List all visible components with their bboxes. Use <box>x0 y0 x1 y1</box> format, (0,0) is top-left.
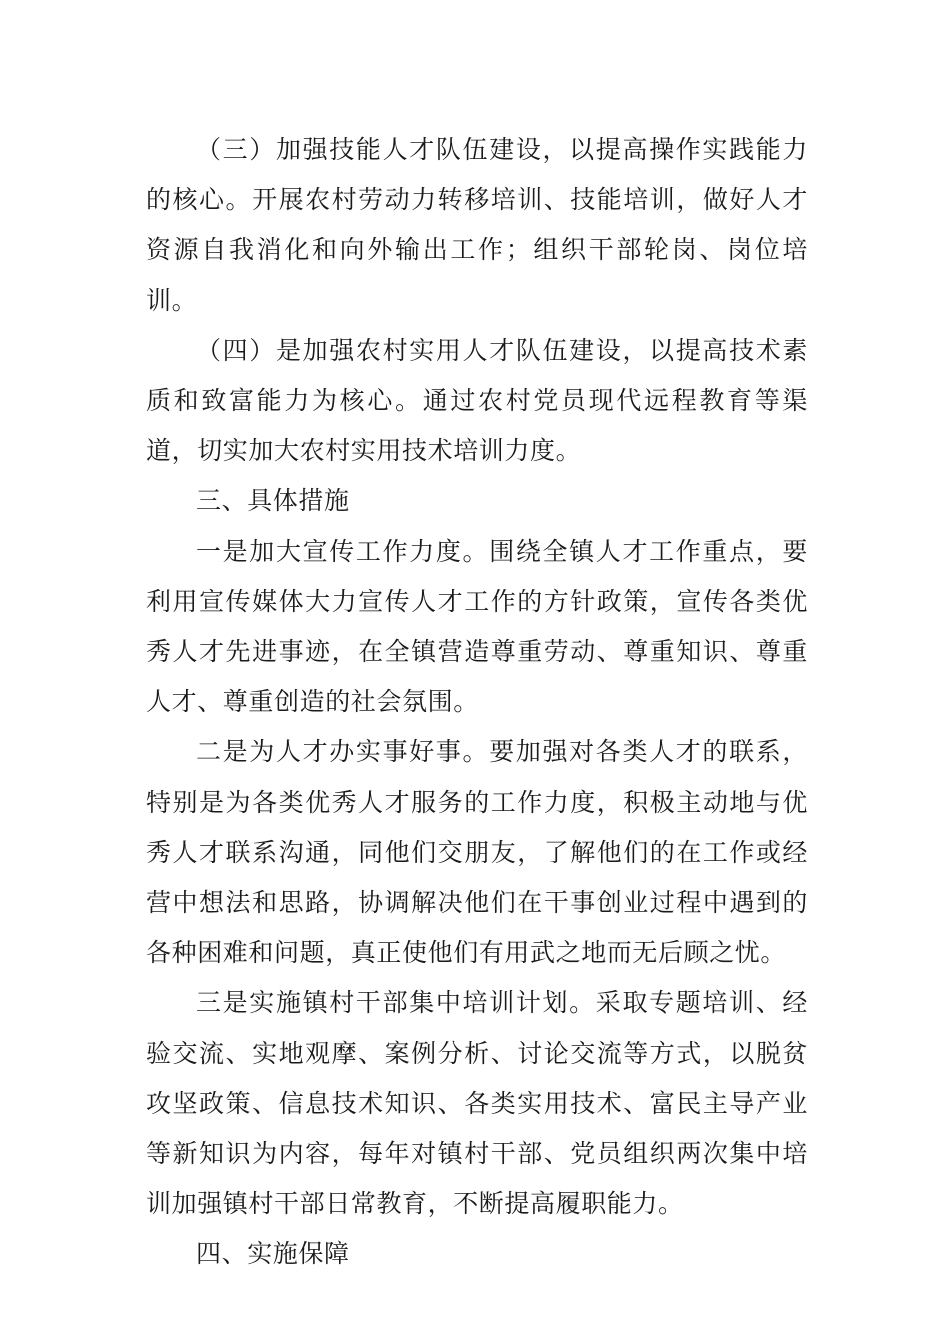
paragraph-rural-talent: （四）是加强农村实用人才队伍建设，以提高技术素质和致富能力为核心。通过农村党员现代远程教育等渠道，切实加大农村实用技术培训力度。 <box>146 335 808 466</box>
paragraph-skills-talent: （三）加强技能人才队伍建设，以提高操作实践能力的核心。开展农村劳动力转移培训、技能培训，做好人才资源自我消化和向外输出工作；组织干部轮岗、岗位培训。 <box>146 135 808 315</box>
paragraph-training-plan: 三是实施镇村干部集中培训计划。采取专题培训、经验交流、实地观摩、案例分析、讨论交流等方式，以脱贫攻坚政策、信息技术知识、各类实用技术、富民主导产业等新知识为内容，每年对镇村干部、党员组织两次集中培训加强镇村干部日常教育，不断提高履职能力。 <box>146 988 808 1219</box>
document-body <box>146 125 808 1280</box>
section-heading-measures: 三、具体措施 <box>196 486 350 516</box>
paragraph-serve-talent: 二是为人才办实事好事。要加强对各类人才的联系，特别是为各类优秀人才服务的工作力度，积极主动地与优秀人才联系沟通，同他们交朋友，了解他们的在工作或经营中想法和思路，协调解决他们在干事创业过程中遇到的各种困难和问题，真正使他们有用武之地而无后顾之忧。 <box>146 737 808 968</box>
paragraph-publicity: 一是加大宣传工作力度。围绕全镇人才工作重点，要利用宣传媒体大力宣传人才工作的方针政策，宣传各类优秀人才先进事迹，在全镇营造尊重劳动、尊重知识、尊重人才、尊重创造的社会氛围。 <box>146 536 808 717</box>
section-heading-guarantee: 四、实施保障 <box>196 1239 350 1269</box>
